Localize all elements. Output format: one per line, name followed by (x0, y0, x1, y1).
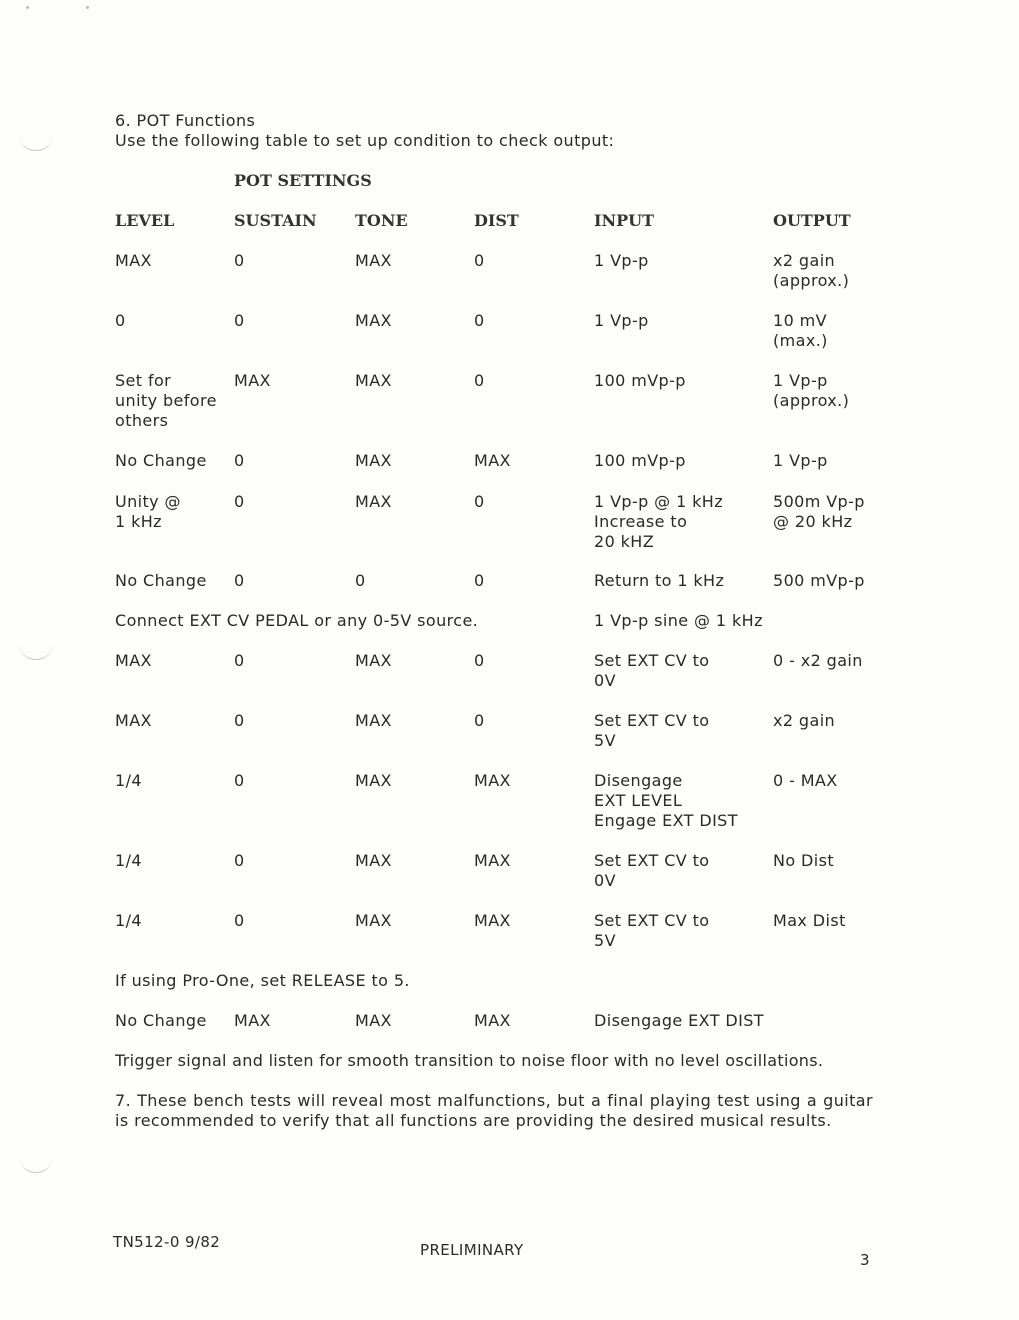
table-cell-tone: MAX (355, 711, 392, 730)
table-cell-dist: 0 (474, 711, 485, 730)
table-cell-input: Disengage EXT LEVEL Engage EXT DIST (594, 771, 738, 830)
table-cell-level: 0 (115, 311, 126, 330)
table-cell-tone: MAX (355, 1011, 392, 1030)
table-cell-dist: MAX (474, 911, 511, 930)
table-cell-input: Set EXT CV to 0V (594, 851, 710, 890)
table-cell-dist: MAX (474, 1011, 511, 1030)
table-cell-tone: MAX (355, 911, 392, 930)
table-cell-tone: MAX (355, 492, 392, 511)
table-cell-dist: MAX (474, 771, 511, 790)
document-id: TN512-0 9/82 (113, 1233, 221, 1251)
table-cell-tone: MAX (355, 651, 392, 670)
column-header-dist: DIST (474, 211, 519, 230)
table-cell-level: 1/4 (115, 851, 142, 870)
table-cell-output: 1 Vp-p (773, 451, 828, 470)
table-cell-level: 1/4 (115, 911, 142, 930)
table-cell-input: Return to 1 kHz (594, 571, 725, 590)
table-cell-output: 1 Vp-p (approx.) (773, 371, 850, 410)
page-number: 3 (860, 1251, 870, 1269)
section-heading: 6. POT Functions (115, 111, 256, 130)
table-cell-tone: MAX (355, 771, 392, 790)
scan-speck (86, 6, 89, 9)
ext-cv-note: Connect EXT CV PEDAL or any 0-5V source. (115, 611, 479, 630)
table-cell-dist: 0 (474, 571, 485, 590)
column-header-tone: TONE (355, 211, 408, 230)
table-cell-output: x2 gain (773, 711, 836, 730)
table-cell-dist: 0 (474, 311, 485, 330)
table-cell-output: 500m Vp-p @ 20 kHz (773, 492, 865, 531)
column-header-output: OUTPUT (773, 211, 851, 230)
table-cell-tone: MAX (355, 371, 392, 390)
scan-speck (26, 6, 29, 9)
table-cell-input: 100 mVp-p (594, 451, 686, 470)
table-cell-sustain: 0 (234, 651, 245, 670)
table-cell-output: 0 - x2 gain (773, 651, 863, 670)
table-cell-input: 1 Vp-p (594, 251, 649, 270)
binder-hole-mark (20, 136, 52, 151)
table-cell-tone: MAX (355, 451, 392, 470)
table-cell-level: No Change (115, 1011, 207, 1030)
binder-hole-mark (20, 1158, 52, 1173)
table-cell-input: Disengage EXT DIST (594, 1011, 764, 1030)
table-cell-input: Set EXT CV to 5V (594, 711, 710, 750)
table-cell-tone: MAX (355, 851, 392, 870)
table-cell-dist: 0 (474, 651, 485, 670)
table-cell-sustain: 0 (234, 451, 245, 470)
table-cell-output: No Dist (773, 851, 835, 870)
table-cell-tone: MAX (355, 311, 392, 330)
table-cell-output: Max Dist (773, 911, 846, 930)
preliminary-label: PRELIMINARY (420, 1241, 524, 1259)
table-cell-level: MAX (115, 251, 152, 270)
table-cell-output: x2 gain (approx.) (773, 251, 850, 290)
table-cell-sustain: 0 (234, 311, 245, 330)
table-cell-dist: 0 (474, 492, 485, 511)
table-cell-sustain: 0 (234, 251, 245, 270)
binder-hole-mark (20, 645, 52, 660)
table-cell-dist: MAX (474, 851, 511, 870)
ext-cv-input: 1 Vp-p sine @ 1 kHz (594, 611, 763, 630)
table-cell-sustain: 0 (234, 711, 245, 730)
table-cell-dist: 0 (474, 251, 485, 270)
table-cell-sustain: 0 (234, 851, 245, 870)
table-cell-tone: MAX (355, 251, 392, 270)
table-cell-level: MAX (115, 711, 152, 730)
table-cell-sustain: MAX (234, 371, 271, 390)
column-header-input: INPUT (594, 211, 654, 230)
table-cell-dist: 0 (474, 371, 485, 390)
table-cell-input: 1 Vp-p @ 1 kHz Increase to 20 kHZ (594, 492, 724, 551)
section-intro: Use the following table to set up condition to check output: (115, 131, 615, 150)
trigger-note: Trigger signal and listen for smooth transition to noise floor with no level oscillations. (115, 1051, 824, 1070)
table-cell-sustain: 0 (234, 571, 245, 590)
pot-settings-header: POT SETTINGS (234, 171, 372, 190)
table-cell-level: Unity @ 1 kHz (115, 492, 181, 531)
table-cell-sustain: 0 (234, 911, 245, 930)
table-cell-input: Set EXT CV to 0V (594, 651, 710, 690)
table-cell-output: 500 mVp-p (773, 571, 865, 590)
column-header-sustain: SUSTAIN (234, 211, 317, 230)
table-cell-level: Set for unity before others (115, 371, 217, 430)
table-cell-level: No Change (115, 451, 207, 470)
table-cell-output: 10 mV (max.) (773, 311, 828, 350)
table-cell-sustain: 0 (234, 492, 245, 511)
table-cell-sustain: MAX (234, 1011, 271, 1030)
table-cell-level: No Change (115, 571, 207, 590)
table-cell-output: 0 - MAX (773, 771, 838, 790)
table-cell-dist: MAX (474, 451, 511, 470)
table-cell-input: Set EXT CV to 5V (594, 911, 710, 950)
table-cell-level: MAX (115, 651, 152, 670)
column-header-level: LEVEL (115, 211, 175, 230)
table-cell-input: 1 Vp-p (594, 311, 649, 330)
table-cell-input: 100 mVp-p (594, 371, 686, 390)
pro-one-note: If using Pro-One, set RELEASE to 5. (115, 971, 410, 990)
table-cell-level: 1/4 (115, 771, 142, 790)
section-7-paragraph: 7. These bench tests will reveal most malfunctions, but a final playing test using a guitar is recommended to verify that all functions are providing the desired musical results. (115, 1091, 873, 1130)
table-cell-tone: 0 (355, 571, 366, 590)
table-cell-sustain: 0 (234, 771, 245, 790)
